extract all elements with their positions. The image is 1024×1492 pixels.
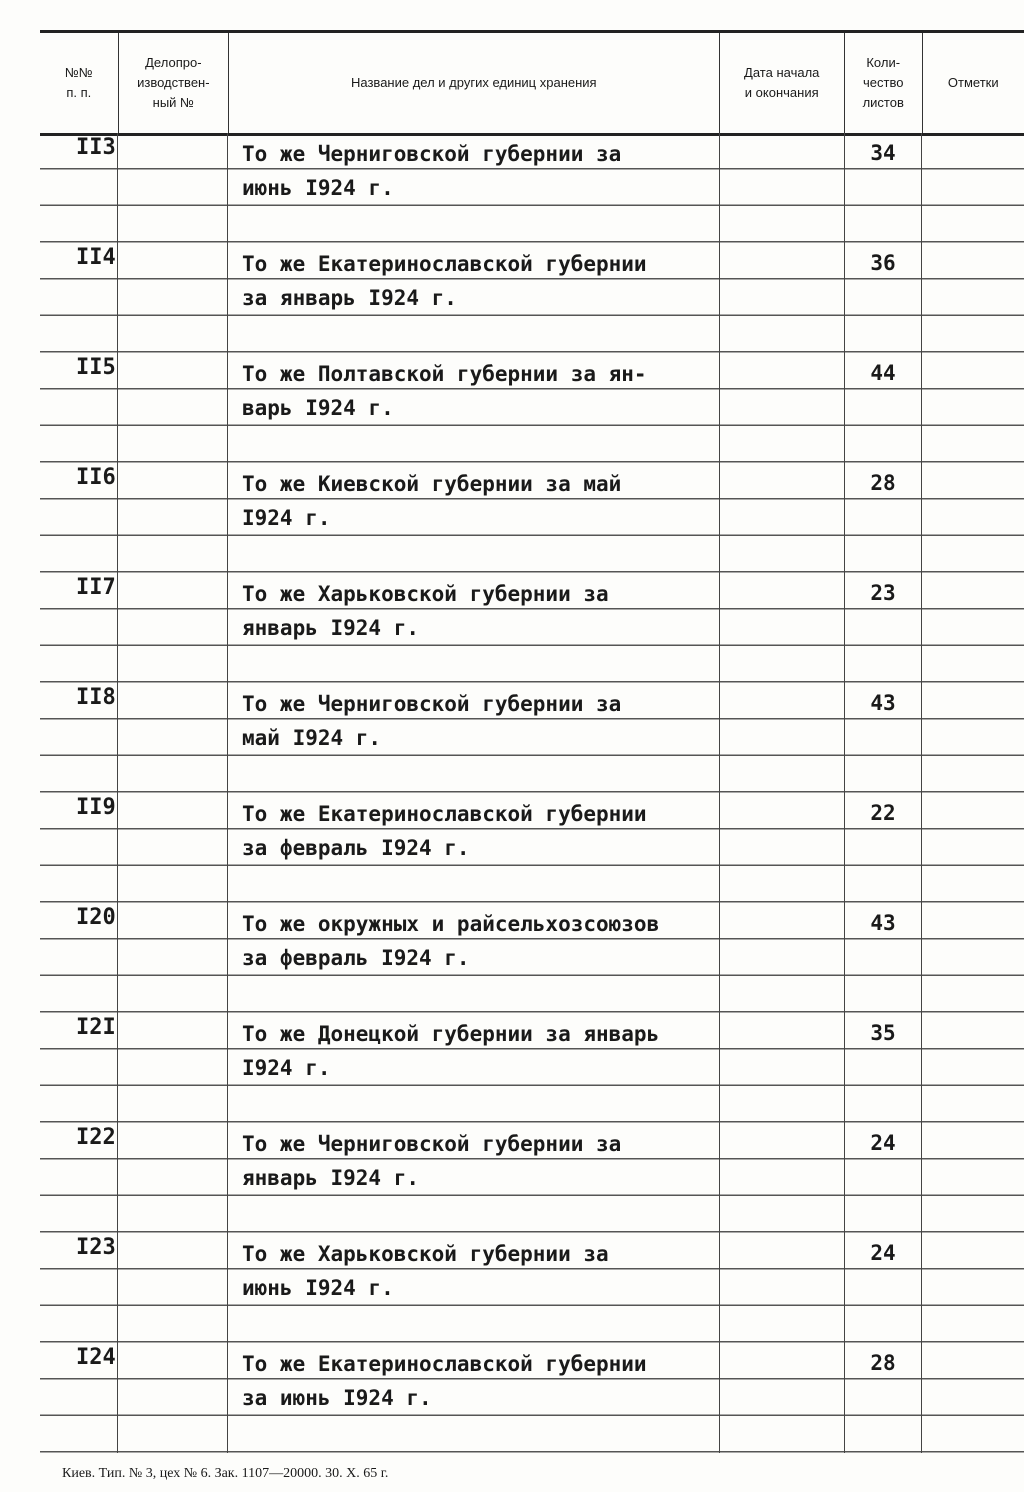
table-row [40,1233,1024,1343]
row-title: То же окружных и райсельхозсоюзов за февраль I924 г. [228,903,720,1013]
sheet-count: 36 [845,243,922,353]
row-title: То же Харьковской губернии за июнь I924 г. [228,1233,720,1343]
table-row [40,573,1024,683]
dates-cell [720,1013,845,1123]
notes-cell [922,1123,1024,1233]
notes-cell [922,793,1024,903]
row-title: То же Екатеринославской губернии за июнь I924 г. [228,1343,720,1453]
notes-cell [922,573,1024,683]
sheet-count: 28 [845,463,922,573]
row-title: То же Черниговской губернии за июнь I924 г. [228,133,720,243]
notes-cell [922,1013,1024,1123]
sheet-count: 34 [845,133,922,243]
row-number: II6 [40,463,118,573]
office-number-cell [118,1013,228,1123]
row-title: То же Полтавской губернии за ян- варь I924 г. [228,353,720,463]
row-number: II8 [40,683,118,793]
notes-cell [922,133,1024,243]
sheet-count: 44 [845,353,922,463]
header-sheet-count: Коли- чество листов [845,33,923,133]
notes-cell [922,1233,1024,1343]
dates-cell [720,463,845,573]
office-number-cell [118,1123,228,1233]
row-title: То же Екатеринославской губернии за февраль I924 г. [228,793,720,903]
table-row [40,243,1024,353]
header-dates: Дата начала и окончания [720,33,845,133]
office-number-cell [118,463,228,573]
sheet-count: 24 [845,1123,922,1233]
table-row [40,1343,1024,1453]
office-number-cell [118,573,228,683]
row-title: То же Екатеринославской губернии за январь I924 г. [228,243,720,353]
dates-cell [720,573,845,683]
table-row [40,1013,1024,1123]
notes-cell [922,1343,1024,1453]
row-number: I23 [40,1233,118,1343]
office-number-cell [118,793,228,903]
table-row [40,353,1024,463]
row-title: То же Харьковской губернии за январь I924 г. [228,573,720,683]
sheet-count: 43 [845,683,922,793]
row-title: То же Черниговской губернии за январь I924 г. [228,1123,720,1233]
table-header [40,30,1024,136]
dates-cell [720,133,845,243]
office-number-cell [118,903,228,1013]
sheet-count: 43 [845,903,922,1013]
header-num: №№ п. п. [40,33,119,133]
dates-cell [720,1233,845,1343]
table-row [40,133,1024,243]
dates-cell [720,683,845,793]
dates-cell [720,1343,845,1453]
row-number: II5 [40,353,118,463]
dates-cell [720,243,845,353]
row-title: То же Донецкой губернии за январь I924 г. [228,1013,720,1123]
row-title: То же Черниговской губернии за май I924 г. [228,683,720,793]
row-number: II3 [40,133,118,243]
row-number: II7 [40,573,118,683]
row-title: То же Киевской губернии за май I924 г. [228,463,720,573]
table-row [40,463,1024,573]
table-row [40,1123,1024,1233]
header-title: Название дел и других единиц хранения [229,33,720,133]
sheet-count: 28 [845,1343,922,1453]
office-number-cell [118,243,228,353]
row-number: I20 [40,903,118,1013]
dates-cell [720,903,845,1013]
row-number: II9 [40,793,118,903]
dates-cell [720,1123,845,1233]
table-row [40,903,1024,1013]
printer-footer: Киев. Тип. № 3, цех № 6. Зак. 1107—20000. 30. X. 65 г. [62,1466,389,1481]
sheet-count: 22 [845,793,922,903]
row-number: I22 [40,1123,118,1233]
row-number: I24 [40,1343,118,1453]
dates-cell [720,793,845,903]
notes-cell [922,243,1024,353]
dates-cell [720,353,845,463]
table-row [40,793,1024,903]
row-number: I2I [40,1013,118,1123]
notes-cell [922,463,1024,573]
office-number-cell [118,1343,228,1453]
sheet-count: 24 [845,1233,922,1343]
office-number-cell [118,133,228,243]
row-number: II4 [40,243,118,353]
table-row [40,683,1024,793]
notes-cell [922,903,1024,1013]
notes-cell [922,683,1024,793]
header-notes: Отметки [947,75,999,90]
notes-cell [922,353,1024,463]
sheet-count: 23 [845,573,922,683]
office-number-cell [118,1233,228,1343]
office-number-cell [118,683,228,793]
office-number-cell [118,353,228,463]
header-office-number: Делопро- изводствен- ный № [119,33,229,133]
table-body [40,133,1024,1453]
sheet-count: 35 [845,1013,922,1123]
